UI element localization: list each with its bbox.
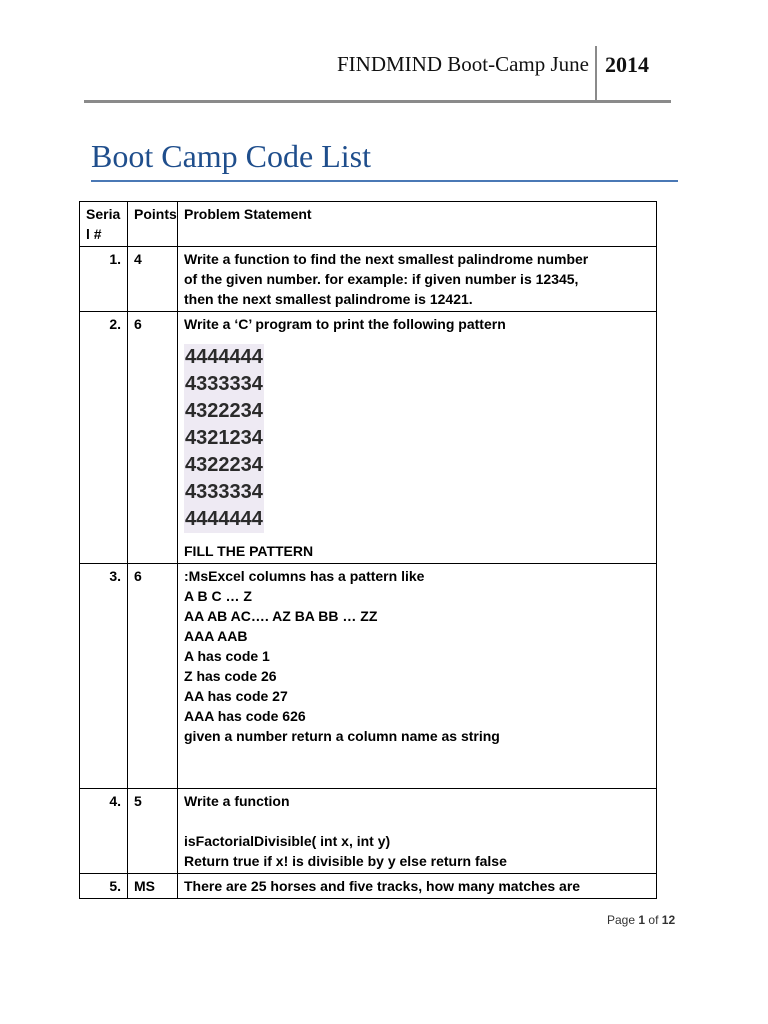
of-label: of (648, 913, 659, 927)
header-serial-line2: l # (86, 226, 102, 242)
row-serial: 4. (80, 789, 128, 874)
row-statement (178, 312, 657, 564)
statement-line: Write a function to find the next smallest palindrome number (184, 251, 589, 267)
statement-line: Write a function (184, 793, 290, 809)
statement-line: A B C … Z (184, 588, 252, 604)
statement-line: AAA has code 626 (184, 708, 306, 724)
statement-line: given a number return a column name as string (184, 728, 500, 744)
row-points: 6 (128, 312, 178, 564)
header-rule (84, 100, 671, 103)
statement-line: AAA AAB (184, 628, 248, 644)
pattern-line: 4333334 (184, 371, 264, 398)
page-footer (607, 913, 675, 927)
row-points: 5 (128, 789, 178, 874)
row-statement (178, 874, 657, 899)
code-list-table (79, 201, 657, 899)
row-serial: 2. (80, 312, 128, 564)
pattern-line: 4322234 (184, 398, 264, 425)
statement-line: of the given number. for example: if given number is 12345, (184, 271, 579, 287)
row-serial: 3. (80, 564, 128, 789)
row-points: 4 (128, 247, 178, 312)
document-title: Boot Camp Code List (91, 138, 371, 174)
pattern-line: 4322234 (184, 452, 264, 479)
blank-line (184, 746, 650, 766)
statement-line: Return true if x! is divisible by y else return false (184, 853, 507, 869)
statement-line: Write a ‘C’ program to print the following pattern (184, 316, 506, 332)
row-points: MS (128, 874, 178, 899)
table-row (80, 564, 657, 789)
header-statement: Problem Statement (178, 202, 657, 247)
header-points: Points (128, 202, 178, 247)
row-statement (178, 564, 657, 789)
pattern-line: 4444444 (184, 344, 264, 371)
statement-line: There are 25 horses and five tracks, how many matches are (184, 878, 581, 894)
blank-line (184, 766, 650, 786)
row-statement (178, 247, 657, 312)
header-serial-line1: Seria (86, 206, 121, 222)
table-row (80, 789, 657, 874)
number-pattern (184, 344, 650, 533)
table-row (80, 312, 657, 564)
header-serial (80, 202, 128, 247)
page-number: 1 (638, 913, 646, 927)
row-points: 6 (128, 564, 178, 789)
header-title: FINDMIND Boot-Camp June (337, 52, 589, 76)
row-serial: 5. (80, 874, 128, 899)
table-row (80, 247, 657, 312)
page-label: Page (607, 913, 636, 927)
row-statement (178, 789, 657, 874)
row-serial: 1. (80, 247, 128, 312)
statement-line: Z has code 26 (184, 668, 277, 684)
blank-line (184, 811, 650, 831)
statement-line: AA AB AC…. AZ BA BB … ZZ (184, 608, 378, 624)
table-row (80, 874, 657, 899)
statement-line: A has code 1 (184, 648, 270, 664)
total-pages: 12 (661, 913, 676, 927)
statement-line: FILL THE PATTERN (184, 543, 314, 559)
table-header-row (80, 202, 657, 247)
pattern-line: 4333334 (184, 479, 264, 506)
pattern-line: 4321234 (184, 425, 264, 452)
statement-line: :MsExcel columns has a pattern like (184, 568, 425, 584)
title-rule (91, 180, 678, 182)
statement-line: AA has code 27 (184, 688, 288, 704)
pattern-line: 4444444 (184, 506, 264, 533)
header-year: 2014 (605, 52, 649, 77)
header-divider (595, 46, 597, 102)
statement-line: then the next smallest palindrome is 12421. (184, 291, 473, 307)
statement-line: isFactorialDivisible( int x, int y) (184, 833, 391, 849)
